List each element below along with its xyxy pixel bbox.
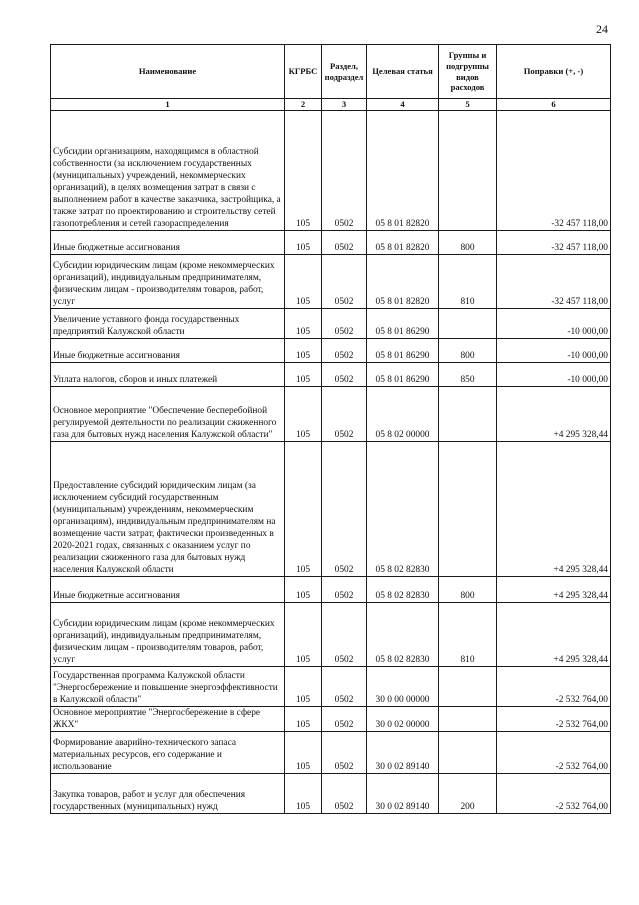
row-kgrbs: 105 <box>285 667 322 707</box>
column-number: 6 <box>497 99 611 111</box>
row-amount: -2 532 764,00 <box>497 667 611 707</box>
row-section: 0502 <box>322 603 367 667</box>
row-target-article: 05 8 02 82830 <box>367 603 439 667</box>
row-name: Субсидии юридическим лицам (кроме некоммерческих организаций), индивидуальным предпринимателям, физическим лицам - производителям товаров, работ, услуг <box>51 603 285 667</box>
row-amount: +4 295 328,44 <box>497 387 611 442</box>
row-target-article: 05 8 02 82830 <box>367 577 439 603</box>
header-name: Наименование <box>51 45 285 99</box>
row-kgrbs: 105 <box>285 774 322 814</box>
table-row <box>51 667 611 707</box>
row-expense-group: 800 <box>439 231 497 255</box>
row-target-article: 05 8 01 86290 <box>367 363 439 387</box>
row-section: 0502 <box>322 707 367 732</box>
row-section: 0502 <box>322 363 367 387</box>
column-number-row <box>51 99 611 111</box>
row-name: Увеличение уставного фонда государственных предприятий Калужской области <box>51 309 285 339</box>
row-expense-group <box>439 309 497 339</box>
row-expense-group <box>439 707 497 732</box>
row-expense-group: 800 <box>439 339 497 363</box>
row-name: Уплата налогов, сборов и иных платежей <box>51 363 285 387</box>
row-amount: -32 457 118,00 <box>497 255 611 309</box>
column-number: 4 <box>367 99 439 111</box>
row-target-article: 30 0 00 00000 <box>367 667 439 707</box>
row-name: Основное мероприятие "Обеспечение бесперебойной регулируемой деятельности по реализации сжиженного газа для бытовых нужд населения Калужской области" <box>51 387 285 442</box>
row-section: 0502 <box>322 339 367 363</box>
row-kgrbs: 105 <box>285 387 322 442</box>
row-name: Основное мероприятие "Энергосбережение в сфере ЖКХ" <box>51 707 285 732</box>
row-target-article: 05 8 01 82820 <box>367 111 439 231</box>
row-name: Закупка товаров, работ и услуг для обеспечения государственных (муниципальных) нужд <box>51 774 285 814</box>
row-expense-group <box>439 111 497 231</box>
table-row <box>51 111 611 231</box>
row-amount: -10 000,00 <box>497 309 611 339</box>
header-amendments: Поправки (+, -) <box>497 45 611 99</box>
row-target-article: 05 8 02 00000 <box>367 387 439 442</box>
row-kgrbs: 105 <box>285 577 322 603</box>
row-name: Формирование аварийно-технического запаса материальных ресурсов, его содержание и использование <box>51 732 285 774</box>
column-number: 1 <box>51 99 285 111</box>
row-kgrbs: 105 <box>285 363 322 387</box>
row-name: Субсидии юридическим лицам (кроме некоммерческих организаций), индивидуальным предпринимателям, физическим лицам - производителям товаров, работ, услуг <box>51 255 285 309</box>
table-row <box>51 603 611 667</box>
header-target: Целевая статья <box>367 45 439 99</box>
row-target-article: 30 0 02 89140 <box>367 732 439 774</box>
row-amount: -10 000,00 <box>497 339 611 363</box>
row-kgrbs: 105 <box>285 231 322 255</box>
row-amount: -2 532 764,00 <box>497 707 611 732</box>
row-section: 0502 <box>322 774 367 814</box>
budget-amendments-table <box>50 44 611 814</box>
row-target-article: 05 8 01 86290 <box>367 309 439 339</box>
column-number: 5 <box>439 99 497 111</box>
row-section: 0502 <box>322 231 367 255</box>
row-expense-group: 200 <box>439 774 497 814</box>
row-amount: -2 532 764,00 <box>497 732 611 774</box>
row-section: 0502 <box>322 387 367 442</box>
table-row <box>51 577 611 603</box>
row-target-article: 05 8 01 86290 <box>367 339 439 363</box>
page-number: 24 <box>596 22 608 36</box>
table-row <box>51 231 611 255</box>
row-expense-group <box>439 667 497 707</box>
row-amount: -2 532 764,00 <box>497 774 611 814</box>
header-section: Раздел, подраздел <box>322 45 367 99</box>
row-kgrbs: 105 <box>285 309 322 339</box>
row-expense-group: 810 <box>439 255 497 309</box>
row-kgrbs: 105 <box>285 255 322 309</box>
row-section: 0502 <box>322 442 367 577</box>
row-amount: +4 295 328,44 <box>497 603 611 667</box>
header-groups: Группы и подгруппы видов расходов <box>439 45 497 99</box>
row-kgrbs: 105 <box>285 339 322 363</box>
row-name: Иные бюджетные ассигнования <box>51 339 285 363</box>
row-kgrbs: 105 <box>285 111 322 231</box>
row-target-article: 30 0 02 89140 <box>367 774 439 814</box>
row-name: Предоставление субсидий юридическим лицам (за исключением субсидий государственным (муниципальным) учреждениям, некоммерческим организациям), индивидуальным предпринимателям на возмещение части затрат, фактически произведенных в 2020-2021 годах, связанных с оказанием услуг по реализации сжиженного газа для бытовых нужд населения Калужской области <box>51 442 285 577</box>
row-section: 0502 <box>322 577 367 603</box>
row-section: 0502 <box>322 732 367 774</box>
row-target-article: 30 0 02 00000 <box>367 707 439 732</box>
row-expense-group <box>439 442 497 577</box>
row-expense-group: 810 <box>439 603 497 667</box>
row-expense-group <box>439 387 497 442</box>
table-row <box>51 732 611 774</box>
row-name: Субсидии организациям, находящимся в областной собственности (за исключением государственных (муниципальных) учреждений, некоммерческих организаций), в целях возмещения затрат в связи с выполнением работ в качестве заказчика, застройщика, а также затрат по проектированию и строительству сетей газопотребления и сетей газораспределения <box>51 111 285 231</box>
row-name: Иные бюджетные ассигнования <box>51 231 285 255</box>
row-amount: +4 295 328,44 <box>497 442 611 577</box>
row-target-article: 05 8 01 82820 <box>367 231 439 255</box>
table-row <box>51 774 611 814</box>
table-row <box>51 339 611 363</box>
row-amount: -32 457 118,00 <box>497 231 611 255</box>
row-amount: -32 457 118,00 <box>497 111 611 231</box>
row-target-article: 05 8 01 82820 <box>367 255 439 309</box>
table-row <box>51 442 611 577</box>
row-kgrbs: 105 <box>285 732 322 774</box>
row-name: Иные бюджетные ассигнования <box>51 577 285 603</box>
row-expense-group: 850 <box>439 363 497 387</box>
row-section: 0502 <box>322 255 367 309</box>
column-number: 2 <box>285 99 322 111</box>
table-row <box>51 387 611 442</box>
row-name: Государственная программа Калужской области "Энергосбережение и повышение энергоэффективности в Калужской области" <box>51 667 285 707</box>
row-section: 0502 <box>322 667 367 707</box>
row-amount: -10 000,00 <box>497 363 611 387</box>
row-section: 0502 <box>322 111 367 231</box>
row-expense-group: 800 <box>439 577 497 603</box>
row-kgrbs: 105 <box>285 603 322 667</box>
table-row <box>51 255 611 309</box>
row-target-article: 05 8 02 82830 <box>367 442 439 577</box>
table-row <box>51 707 611 732</box>
header-row <box>51 45 611 99</box>
row-kgrbs: 105 <box>285 707 322 732</box>
row-section: 0502 <box>322 309 367 339</box>
table-row <box>51 309 611 339</box>
row-kgrbs: 105 <box>285 442 322 577</box>
column-number: 3 <box>322 99 367 111</box>
table-row <box>51 363 611 387</box>
row-expense-group <box>439 732 497 774</box>
row-amount: +4 295 328,44 <box>497 577 611 603</box>
header-kgrbs: КГРБС <box>285 45 322 99</box>
